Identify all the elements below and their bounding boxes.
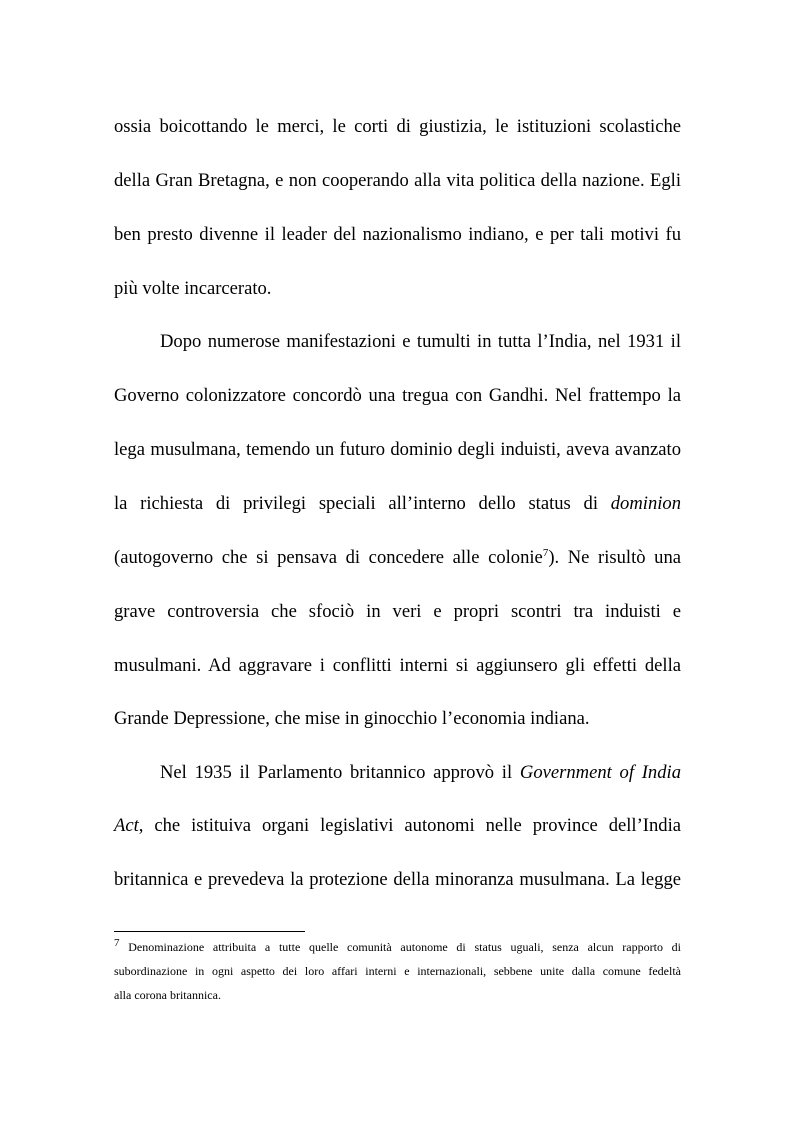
body-text: ). Ne risultò una xyxy=(548,547,681,568)
body-line: Governo colonizzatore concordò una tregua con Gandhi. Nel frattempo la xyxy=(114,385,681,406)
footnote-number: 7 xyxy=(114,937,120,949)
footnote-separator xyxy=(114,931,305,932)
footnote-line xyxy=(114,937,681,955)
body-line: lega musulmana, temendo un futuro dominio degli induisti, aveva avanzato xyxy=(114,439,681,460)
body-line: Grande Depressione, che mise in ginocchio l’economia indiana. xyxy=(114,708,590,729)
body-line xyxy=(114,815,681,837)
italic-term: Government of India xyxy=(519,762,681,783)
body-line: più volte incarcerato. xyxy=(114,278,272,299)
body-line: Dopo numerose manifestazioni e tumulti in tutta l’India, nel 1931 il xyxy=(160,331,681,352)
footnote-text: Denominazione attribuita a tutte quelle comunità autonome di status uguali, senza alcun rapporto di xyxy=(119,940,681,954)
footnote-line: subordinazione in ogni aspetto dei loro affari interni e internazionali, sebbene unite dalla comune fedeltà xyxy=(114,964,681,978)
body-text: la richiesta di privilegi speciali all’interno dello status di xyxy=(114,493,598,514)
body-text: (autogoverno che si pensava di concedere alle colonie xyxy=(114,547,543,568)
body-line xyxy=(114,547,681,569)
body-text: Nel 1935 il Parlamento britannico approvò il xyxy=(160,762,513,783)
italic-term: dominion xyxy=(610,493,681,514)
body-line: britannica e prevedeva la protezione della minoranza musulmana. La legge xyxy=(114,869,681,890)
body-line: ossia boicottando le merci, le corti di giustizia, le istituzioni scolastiche xyxy=(114,116,681,137)
body-text: , che istituiva organi legislativi autonomi nelle province dell’India xyxy=(138,815,681,836)
italic-term: Act xyxy=(114,815,139,836)
body-line: musulmani. Ad aggravare i conflitti interni si aggiunsero gli effetti della xyxy=(114,655,681,676)
footnote-reference: 7 xyxy=(542,546,549,559)
body-line: della Gran Bretagna, e non cooperando alla vita politica della nazione. Egli xyxy=(114,170,681,191)
body-line xyxy=(114,493,681,515)
footnote-line: alla corona britannica. xyxy=(114,988,221,1002)
body-line xyxy=(160,762,681,784)
body-line: ben presto divenne il leader del nazionalismo indiano, e per tali motivi fu xyxy=(114,224,681,245)
body-line: grave controversia che sfociò in veri e propri scontri tra induisti e xyxy=(114,601,681,622)
